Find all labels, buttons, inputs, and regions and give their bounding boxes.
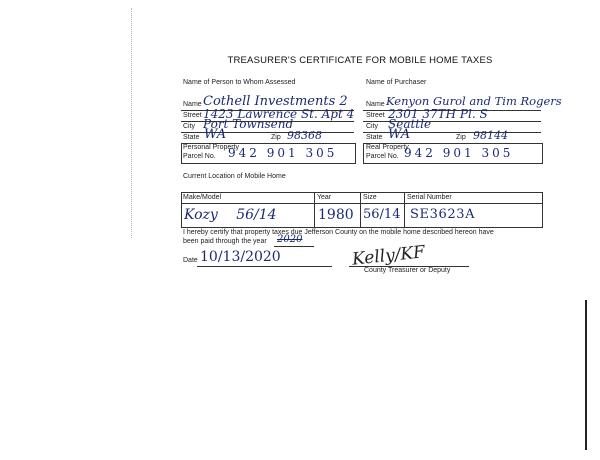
location-col-divider-1 (314, 192, 315, 228)
scan-edge-left (131, 8, 132, 238)
purchaser-street-label: Street (366, 112, 385, 119)
serial-number-label: Serial Number (407, 194, 452, 201)
assessed-state-value: WA (204, 127, 227, 142)
certification-year-rule (274, 246, 314, 247)
location-col-divider-2 (360, 192, 361, 228)
purchaser-state-value: WA (388, 127, 411, 142)
assessed-heading: Name of Person to Whom Assessed (183, 79, 296, 86)
signature-label: County Treasurer or Deputy (364, 267, 451, 274)
assessed-state-label: State (183, 134, 200, 141)
assessed-parcel-label-2: Parcel No. (183, 153, 216, 160)
year-value: 1980 (318, 207, 354, 223)
purchaser-name-value: Kenyon Gurol and Tim Rogers (386, 94, 562, 108)
purchaser-street-value: 2301 37TH Pl. S (388, 107, 488, 121)
purchaser-parcel-value: 942 901 305 (404, 146, 514, 160)
location-col-divider-3 (404, 192, 405, 228)
size-label: Size (363, 194, 377, 201)
make-model-value: Kozy 56/14 (184, 207, 277, 223)
purchaser-parcel-label-2: Parcel No. (366, 153, 399, 160)
certification-line-1: I hereby certify that property taxes due Jefferson County on the mobile home described hereon have (183, 229, 494, 236)
date-label: Date (183, 257, 198, 264)
scan-edge-right (585, 300, 587, 450)
assessed-parcel-label-1: Personal Property (183, 144, 240, 151)
make-model-label: Make/Model (183, 194, 222, 201)
assessed-street-value: 1423 Lawrence St. Apt 4 (203, 107, 355, 121)
purchaser-zip-label: Zip (456, 134, 466, 141)
date-value: 10/13/2020 (200, 249, 281, 265)
certification-year-value: 2020 (277, 234, 303, 245)
location-heading: Current Location of Mobile Home (183, 173, 286, 180)
size-value: 56/14 (363, 207, 401, 222)
purchaser-heading: Name of Purchaser (366, 79, 427, 86)
purchaser-parcel-label-1: Real Property (366, 144, 409, 151)
treasurer-signature: Kelly/KF (351, 242, 426, 270)
assessed-city-label: City (183, 123, 196, 130)
purchaser-state-label: State (366, 134, 383, 141)
serial-number-value: SE3623A (410, 207, 476, 222)
purchaser-zip-value: 98144 (473, 129, 508, 142)
location-table-header-rule (181, 203, 543, 204)
assessed-parcel-value: 942 901 305 (228, 146, 338, 160)
purchaser-city-label: City (366, 123, 379, 130)
certification-line-2: been paid through the year (183, 238, 267, 245)
assessed-name-value: Cothell Investments 2 (203, 94, 348, 109)
page-title: TREASURER'S CERTIFICATE FOR MOBILE HOME TAXES (227, 55, 493, 66)
assessed-zip-value: 98368 (287, 129, 322, 142)
assessed-name-label: Name (183, 101, 202, 108)
assessed-zip-label: Zip (271, 134, 281, 141)
assessed-street-label: Street (183, 112, 202, 119)
assessed-city-value: Port Townsend (203, 117, 294, 131)
purchaser-city-value: Seattle (388, 117, 432, 131)
date-rule (197, 266, 332, 267)
purchaser-name-label: Name (366, 101, 385, 108)
year-label: Year (317, 194, 332, 201)
